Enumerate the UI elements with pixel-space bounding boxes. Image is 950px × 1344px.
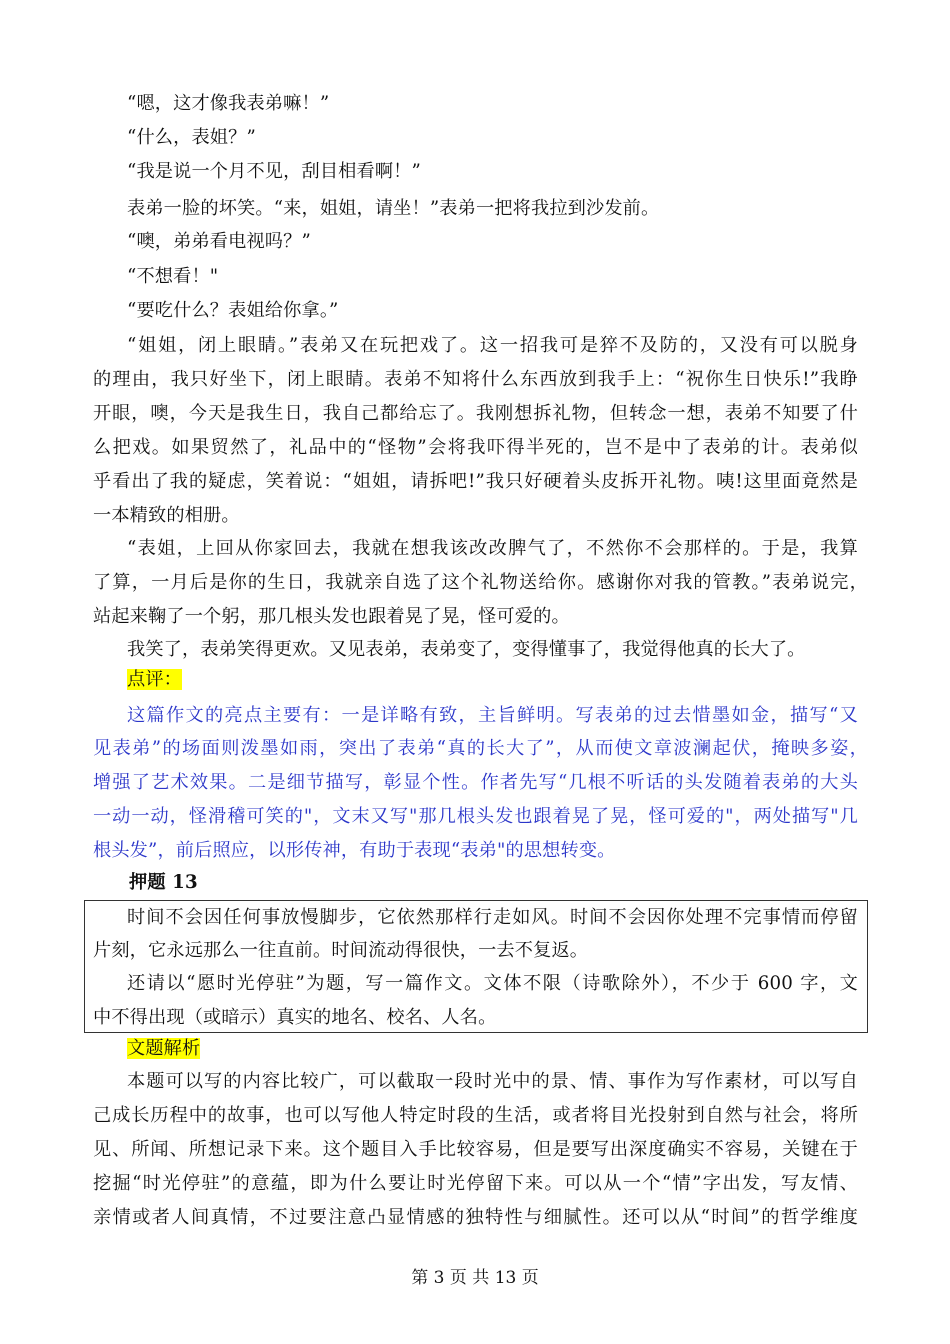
dialogue-line: “我是说一个月不见，刮目相看啊！” [127, 161, 421, 182]
analysis-label-highlight: 文题解析 [127, 1038, 201, 1059]
paragraph-line: “表姐，上回从你家回去，我就在想我该改改脾气了，不然你不会那样的。于是，我算 [127, 538, 858, 559]
prompt-line: 时间不会因任何事放慢脚步，它依然那样行走如风。时间不会因你处理不完事情而停留 [127, 907, 858, 928]
comment-line: 根头发”，前后照应，以形传神，有助于表现“表弟"的思想转变。 [93, 840, 616, 861]
analysis-line: 己成长历程中的故事，也可以写他人特定时段的生活，或者将目光投射到自然与社会，将所 [93, 1105, 858, 1126]
analysis-line: 见、所闻、所想记录下来。这个题目入手比较容易，但是要写出深度确实不容易，关键在于 [93, 1139, 858, 1160]
prompt-line: 中不得出现（或暗示）真实的地名、校名、人名。 [93, 1007, 497, 1028]
analysis-label [127, 1037, 200, 1061]
comment-line: 见表弟”的场面则泼墨如雨，突出了表弟“真的长大了”，从而使文章波澜起伏，掩映多姿， [93, 738, 868, 759]
paragraph-line: 了算，一月后是你的生日，我就亲自选了这个礼物送给你。感谢你对我的管教。”表弟说完， [93, 572, 868, 593]
paragraph-line: 站起来鞠了一个躬，那几根头发也跟着晃了晃，怪可爱的。 [93, 606, 570, 627]
analysis-line: 亲情或者人间真情，不过要注意凸显情感的独特性与细腻性。还可以从“时间”的哲学维度 [93, 1207, 858, 1228]
dialogue-line: “嗯，这才像我表弟嘛！” [127, 93, 330, 114]
analysis-line: 本题可以写的内容比较广，可以截取一段时光中的景、情、事作为写作素材，可以写自 [127, 1071, 858, 1092]
topic-heading: 押题 13 [129, 872, 198, 893]
paragraph-line: 乎看出了我的疑虑，笑着说：“姐姐，请拆吧!”我只好硬着头皮拆开礼物。咦!这里面竟然是 [93, 471, 858, 492]
dialogue-line: 表弟一脸的坏笑。“来，姐姐，请坐！”表弟一把将我拉到沙发前。 [127, 198, 660, 219]
comment-label-highlight: 点评： [127, 669, 183, 690]
comment-label [127, 668, 182, 692]
paragraph-line: 的理由，我只好坐下，闭上眼睛。表弟不知将什么东西放到我手上：“祝你生日快乐!”我睁 [93, 369, 858, 390]
comment-line: 这篇作文的亮点主要有：一是详略有致，主旨鲜明。写表弟的过去惜墨如金，描写“又 [127, 705, 858, 726]
prompt-line: 还请以“愿时光停驻”为题，写一篇作文。文体不限（诗歌除外），不少于 600 字，文 [127, 973, 858, 994]
prompt-line: 片刻，它永远那么一往直前。时间流动得很快，一去不复返。 [93, 940, 589, 961]
comment-line: 一动一动，怪滑稽可笑的"，文末又写"那几根头发也跟着晃了晃，怪可爱的"，两处描写"几 [93, 806, 858, 827]
dialogue-line: “不想看！" [127, 266, 219, 287]
paragraph-line: 一本精致的相册。 [93, 505, 240, 526]
page-footer: 第 3 页 共 13 页 [411, 1268, 539, 1288]
paragraph-line: 我笑了，表弟笑得更欢。又见表弟，表弟变了，变得懂事了，我觉得他真的长大了。 [127, 639, 806, 660]
paragraph-line: 么把戏。如果贸然了，礼品中的“怪物”会将我吓得半死的，岂不是中了表弟的计。表弟似 [93, 437, 858, 458]
analysis-line: 挖掘“时光停驻”的意蕴，即为什么要让时光停留下来。可以从一个“情”字出发，写友情、 [93, 1173, 858, 1194]
paragraph-line: “姐姐，闭上眼睛。”表弟又在玩把戏了。这一招我可是猝不及防的，又没有可以脱身 [127, 335, 858, 356]
dialogue-line: “什么，表姐？” [127, 127, 256, 148]
dialogue-line: “噢，弟弟看电视吗？” [127, 231, 311, 252]
comment-line: 增强了艺术效果。二是细节描写，彰显个性。作者先写“几根不听话的头发随着表弟的大头 [93, 772, 858, 793]
paragraph-line: 开眼，噢，今天是我生日，我自己都给忘了。我刚想拆礼物，但转念一想，表弟不知要了什 [93, 403, 858, 424]
dialogue-line: “要吃什么？表姐给你拿。” [127, 300, 339, 321]
